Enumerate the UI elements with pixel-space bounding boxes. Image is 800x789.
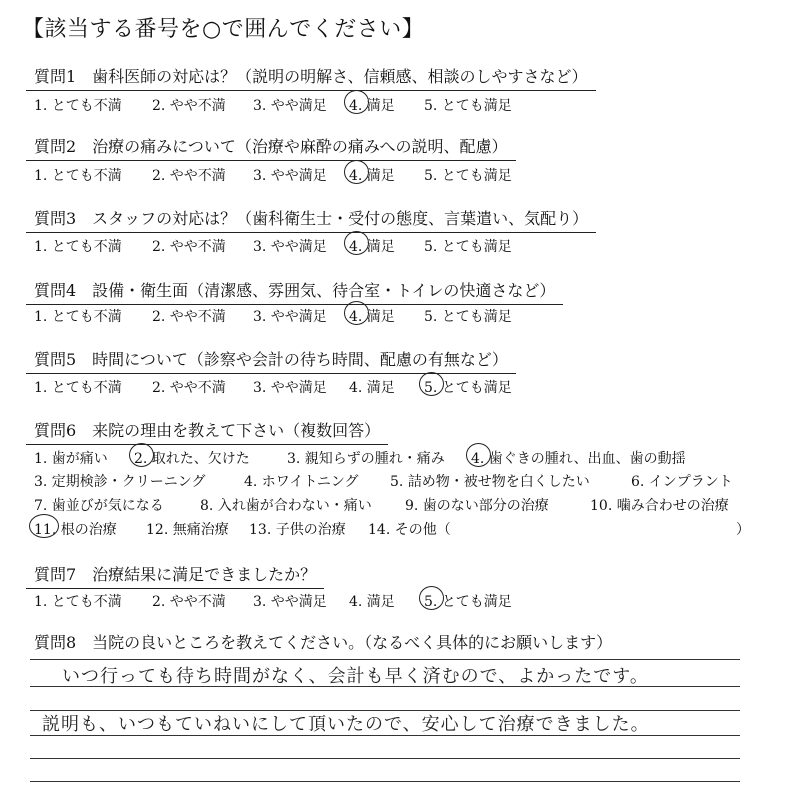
q2-option-5[interactable]: 5. とても満足 (424, 168, 512, 184)
q1-option-4[interactable]: 4. 満足 (349, 95, 424, 115)
q1-option-5[interactable]: 5. とても満足 (424, 98, 512, 114)
q6-option-11[interactable]: 9. 歯のない部分の治療 (405, 498, 549, 514)
q6-option-15[interactable]: 13. 子供の治療 (249, 522, 346, 538)
selection-circle (419, 372, 444, 396)
q6-option-16[interactable]: 14. その他（ (368, 522, 451, 538)
question-1-title: 質問1 歯科医師の対応は？（説明の明解さ、信頼感、相談のしやすさなど） (26, 64, 596, 91)
q7-option-5[interactable]: 5. とても満足 (424, 591, 512, 611)
q5-option-5[interactable]: 5. とても満足 (424, 377, 512, 397)
question-2-title: 質問2 治療の痛みについて（治療や麻酔の痛みへの説明、配慮） (26, 134, 516, 161)
handwritten-answer-1: いつ行っても待ち時間がなく、会計も早く済むので、よかったです。 (62, 666, 649, 687)
selection-circle (344, 90, 369, 114)
q4-option-4[interactable]: 4. 満足 (349, 306, 424, 326)
q6-option-9[interactable]: 7. 歯並びが気になる (34, 498, 164, 514)
question-5-options (34, 377, 512, 397)
q3-option-3[interactable]: 3. やや満足 (253, 239, 327, 255)
q3-option-5[interactable]: 5. とても満足 (424, 239, 512, 255)
question-6-line-3 (34, 495, 729, 515)
q7-option-1[interactable]: 1. とても不満 (34, 594, 122, 610)
selection-circle (419, 586, 444, 610)
q6-option-2[interactable]: 2. 取れた、欠けた (134, 448, 287, 468)
selection-circle (344, 231, 369, 255)
question-7-title: 質問7 治療結果に満足できましたか？ (26, 562, 324, 589)
q5-option-3[interactable]: 3. やや満足 (253, 380, 327, 396)
question-1-options (34, 95, 512, 115)
question-4-options (34, 306, 512, 326)
q5-option-2[interactable]: 2. やや不満 (152, 380, 226, 396)
question-5-title: 質問5 時間について（診察や会計の待ち時間、配慮の有無など） (26, 347, 516, 374)
q6-option-10[interactable]: 8. 入れ歯が合わない・痛い (200, 498, 372, 514)
question-6-line-4 (34, 519, 451, 539)
q2-option-2[interactable]: 2. やや不満 (152, 168, 226, 184)
q4-option-1[interactable]: 1. とても不満 (34, 309, 122, 325)
selection-circle (344, 160, 369, 184)
q5-option-1[interactable]: 1. とても不満 (34, 380, 122, 396)
q1-option-2[interactable]: 2. やや不満 (152, 98, 226, 114)
selection-circle (129, 443, 154, 467)
q6-option-3[interactable]: 3. 親知らずの腫れ・痛み (287, 451, 445, 467)
handwritten-answer-2: 説明も、いつもていねいにして頂いたので、安心して治療できました。 (42, 714, 650, 735)
q7-option-4[interactable]: 4. 満足 (349, 594, 395, 610)
q4-option-2[interactable]: 2. やや不満 (152, 309, 226, 325)
answer-line (30, 659, 740, 660)
survey-title: 【該当する番号を○で囲んでください】 (22, 17, 425, 42)
question-3-title: 質問3 スタッフの対応は？（歯科衛生士・受付の態度、言葉遣い、気配り） (26, 206, 596, 233)
answer-line (30, 686, 740, 687)
q6-option-7[interactable]: 5. 詰め物・被せ物を白くしたい (390, 474, 590, 490)
question-6-line-1 (34, 448, 686, 468)
q6-option-6[interactable]: 4. ホワイトニング (244, 474, 359, 490)
q6-option-5[interactable]: 3. 定期検診・クリーニング (34, 474, 206, 490)
question-2-options (34, 165, 512, 185)
question-4-title: 質問4 設備・衛生面（清潔感、雰囲気、待合室・トイレの快適さなど） (26, 278, 563, 305)
q2-option-3[interactable]: 3. やや満足 (253, 168, 327, 184)
question-8-title: 質問8 当院の良いところを教えてください。（なるべく具体的にお願いします） (34, 633, 613, 652)
q4-option-3[interactable]: 3. やや満足 (253, 309, 327, 325)
answer-line (30, 781, 740, 782)
q6-option-12[interactable]: 10. 噛み合わせの治療 (590, 498, 729, 514)
question-6-title: 質問6 来院の理由を教えて下さい（複数回答） (26, 418, 388, 445)
q1-option-3[interactable]: 3. やや満足 (253, 98, 327, 114)
question-6-line-2 (34, 471, 733, 491)
selection-circle (29, 514, 59, 538)
q7-option-2[interactable]: 2. やや不満 (152, 594, 226, 610)
q1-option-1[interactable]: 1. とても不満 (34, 98, 122, 114)
question-7-options (34, 591, 512, 611)
q6-option-13[interactable]: 11. 根の治療 (34, 519, 146, 539)
question-3-options (34, 236, 512, 256)
q7-option-3[interactable]: 3. やや満足 (253, 594, 327, 610)
q5-option-4[interactable]: 4. 満足 (349, 380, 395, 396)
q6-option-8[interactable]: 6. インプラント (631, 474, 733, 490)
q6-option-14[interactable]: 12. 無痛治療 (146, 522, 229, 538)
q6-option-4[interactable]: 4. 歯ぐきの腫れ、出血、歯の動揺 (471, 448, 686, 468)
selection-circle (344, 301, 369, 325)
q3-option-1[interactable]: 1. とても不満 (34, 239, 122, 255)
q3-option-2[interactable]: 2. やや不満 (152, 239, 226, 255)
other-close-paren: ） (736, 522, 750, 538)
q2-option-1[interactable]: 1. とても不満 (34, 168, 122, 184)
q4-option-5[interactable]: 5. とても満足 (424, 309, 512, 325)
answer-line (30, 758, 740, 759)
selection-circle (466, 443, 491, 467)
q6-option-1[interactable]: 1. 歯が痛い (34, 451, 108, 467)
answer-line (30, 735, 740, 736)
q2-option-4[interactable]: 4. 満足 (349, 165, 424, 185)
q3-option-4[interactable]: 4. 満足 (349, 236, 424, 256)
